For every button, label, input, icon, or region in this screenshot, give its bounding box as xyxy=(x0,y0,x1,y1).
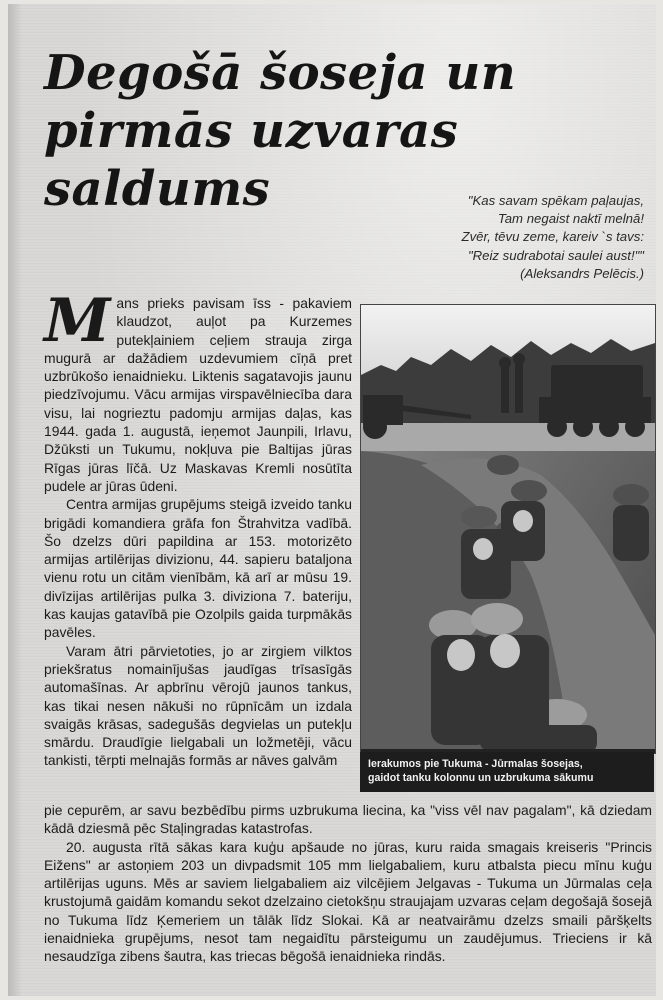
paragraph xyxy=(44,286,352,495)
drop-cap: M xyxy=(44,286,111,356)
epigraph-line: Tam negaist naktī melnā! xyxy=(497,211,644,227)
page-spine-shadow xyxy=(8,4,22,996)
photo-illustration xyxy=(361,305,655,753)
war-photo xyxy=(360,304,656,754)
paragraph-text: ans prieks pavisam īss - pakaviem klaudzot, auļot pa Kurzemes putekļainiem ceļiem strauja zirga mugurā ar dažādiem uzdevumiem cīņā pret uzbrūkošo ienaidnieku. Liktenis sagatavojis jaunu piedzīvojumu. Vācu armijas virspavēlniecība dara visu, lai nogrieztu padomju armijas daļas, kas 1944. gada 1. augustā, ieņemot Jaunpili, Irlavu, Džūksti un Tukumu, nokļuva pie Baltijas jūras Rīgas jūras līčā. Uz Maskavas Kremli nosūtīta pudele ar jūras ūdeni. xyxy=(44,295,352,494)
paragraph: 20. augusta rītā sākas kara kuģu apšaude no jūras, kuru raida smagais kreiseris "Princis Eižens" ar astoņiem 203 un divpadsmit 105 mm lielgabaliem, kuru atbalsta piecu mīnu kuģu artilērijas uguns. Mēs ar saviem lielgabaliem aiz vilcējiem Jelgavas - Tukuma un Jūrmalas ceļa krustojumā gaidām komandu sekot dzelzaino cietokšņu straujajam uzvaras ceļam degošajā šosejā no Tukuma līdz Ķemeriem un tālāk līdz Slokai. Kā ar neatvairāmu dzelzs smaili pāršķelts ienaidnieka grupējums, nesot tam negaidītu pārsteigumu un zaudējumus. Trieciens ir kā nesaudzīga zibens šautra, kas triecas bēgošā ienaidnieka rindās. xyxy=(44,838,652,965)
article-column-left xyxy=(44,286,352,770)
epigraph-line: Zvēr, tēvu zeme, kareiv `s tavs: xyxy=(461,229,644,245)
caption-line: gaidot tanku kolonnu un uzbrukuma sākumu xyxy=(368,772,594,784)
epigraph-author: (Aleksandrs Pelēcis.) xyxy=(520,265,644,281)
magazine-page xyxy=(8,4,656,996)
photo-caption xyxy=(360,752,654,792)
paragraph: Centra armijas grupējums steigā izveido tanku brigādi komandiera grāfa fon Štrahvitza vadībā. Šo dzelzs dūri papildina ar 153. motorizēto armijas artilērijas divizionu, 44. sapieru bataljona vienu rotu un citām vienībām, kā arī ar mūsu 19. divīzijas artilērijas pulka 3. diviziona 7. bateriju, kas kaujas gatavībā pie Ozolpils gaida turpmākās pavēles. xyxy=(44,496,352,641)
epigraph xyxy=(304,192,644,283)
article-title: Degošā šoseja un pirmās uzvaras saldums xyxy=(44,45,517,217)
article-body-full-width xyxy=(44,801,652,966)
epigraph-line: "Kas savam spēkam paļaujas, xyxy=(467,193,644,208)
paragraph: Varam ātri pārvietoties, jo ar zirgiem vilktos priekšratus nomainījušas jaudīgas trīsasīgās automašīnas. Ar apbrīnu vērojū jaunos tankus, kas tikai nesen nākuši no rūpnīcām un izdala svaigās krāsas, sadegušās degvielas un putekļu smārdu. Draudīgie lielgabali un ložmetēji, vācu tankisti, tērpti melnajās formās ar nāves galvām xyxy=(44,642,352,769)
caption-line: Ierakumos pie Tukuma - Jūrmalas šosejas, xyxy=(368,758,583,770)
paragraph: pie cepurēm, ar savu bezbēdību pirms uzbrukuma liecina, ka "viss vēl nav pagalam", kā dziedam kādā dziesmā pēc Staļingradas katastrofas. xyxy=(44,802,652,837)
epigraph-line: "Reiz sudrabotai saulei aust!"" xyxy=(467,247,644,263)
